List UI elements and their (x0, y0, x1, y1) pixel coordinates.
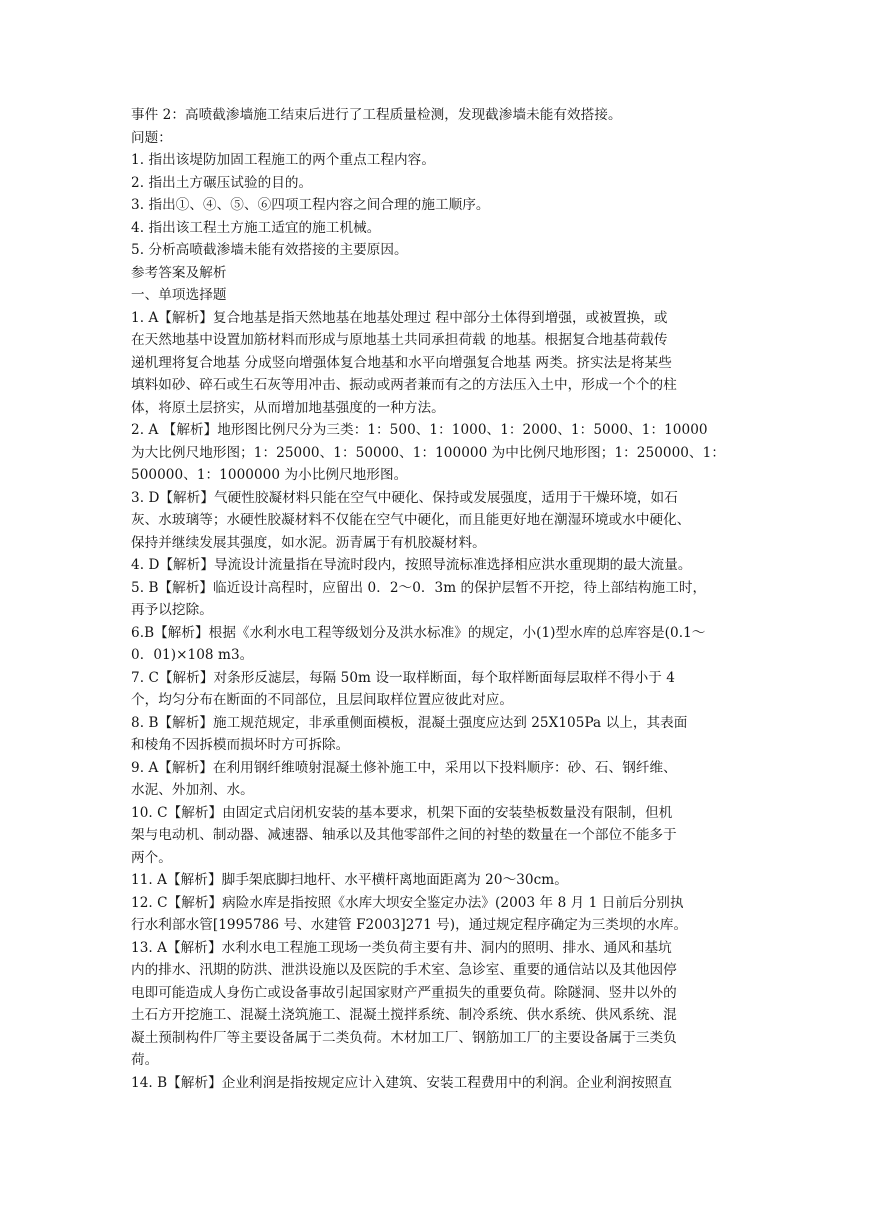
answer-1-line-1: 1. A【解析】复合地基是指天然地基在地基处理过 程中部分土体得到增强，或被置换，或 (131, 309, 668, 326)
answer-8-line-1: 8. B【解析】施工规范规定，非承重侧面模板，混凝土强度应达到 25X105Pa 以上，其表面 (131, 714, 688, 731)
questions-heading: 问题： (131, 129, 172, 146)
answer-13-line-5: 凝土预制构件厂等主要设备属于二类负荷。木材加工厂、钢筋加工厂的主要设备属于三类负 (131, 1029, 677, 1046)
answer-8-line-2: 和棱角不因拆模而损坏时方可拆除。 (131, 737, 350, 753)
question-2: 2. 指出土方碾压试验的目的。 (131, 174, 313, 191)
question-5: 5. 分析高喷截渗墙未能有效搭接的主要原因。 (131, 242, 408, 258)
answer-13-line-6: 荷。 (131, 1052, 159, 1068)
answer-13-line-1: 13. A【解析】水利水电工程施工现场一类负荷主要有井、洞内的照明、排水、通风和基坑 (131, 939, 672, 956)
answer-3-line-1: 3. D【解析】气硬性胶凝材料只能在空气中硬化、保持或发展强度，适用于干燥环境，如石 (131, 489, 678, 506)
answer-3-line-3: 保持并继续发展其强度，如水泥。沥青属于有机胶凝材料。 (131, 534, 486, 551)
answer-10-line-1: 10. C【解析】由固定式启闭机安装的基本要求，机架下面的安装垫板数量没有限制，但机 (131, 804, 673, 821)
question-3: 3. 指出①、④、⑤、⑥四项工程内容之间合理的施工顺序。 (131, 197, 490, 213)
answer-2-line-3: 500000、1：1000000 为小比例尺地形图。 (131, 467, 408, 483)
question-4: 4. 指出该工程土方施工适宜的施工机械。 (131, 219, 381, 236)
answer-12-line-1: 12. C【解析】病险水库是指按照《水库大坝安全鉴定办法》(2003 年 8 月 1 日前后分别执 (131, 894, 684, 911)
answer-3-line-2: 灰、水玻璃等；水硬性胶凝材料不仅能在空气中硬化，而且能更好地在潮湿环境或水中硬化、 (131, 512, 691, 528)
answer-5-line-1: 5. B【解析】临近设计高程时，应留出 0．2～0．3m 的保护层暂不开挖，待上部结构施工时， (131, 579, 707, 596)
answer-12-line-2: 行水利部水管[1995786 号、水建管 F2003]271 号)，通过规定程序确定为三类坝的水库。 (131, 917, 688, 933)
question-1: 1. 指出该堤防加固工程施工的两个重点工程内容。 (131, 152, 435, 168)
answer-6-line-1: 6.B【解析】根据《水利水电工程等级划分及洪水标准》的规定，小(1)型水库的总库容是(0.1～ (131, 624, 706, 641)
answer-13-line-4: 土石方开挖施工、混凝土浇筑施工、混凝土搅拌系统、制冷系统、供水系统、供风系统、混 (131, 1007, 677, 1023)
answer-13-line-2: 内的排水、汛期的防洪、泄洪设施以及医院的手术室、急诊室、重要的通信站以及其他因停 (131, 962, 677, 978)
answer-14-line-1: 14. B【解析】企业利润是指按规定应计入建筑、安装工程费用中的利润。企业利润按照直 (131, 1074, 672, 1091)
answer-1-line-4: 填料如砂、碎石或生石灰等用冲击、振动或两者兼而有之的方法压入土中，形成一个个的柱 (131, 377, 677, 393)
answer-13-line-3: 电即可能造成人身伤亡或设备事故引起国家财产严重损失的重要负荷。除隧洞、竖井以外的 (131, 984, 677, 1001)
answer-11-line-1: 11. A【解析】脚手架底脚扫地杆、水平横杆离地面距离为 20～30cm。 (131, 872, 568, 888)
answers-heading: 参考答案及解析 (131, 264, 227, 281)
answer-10-line-2: 架与电动机、制动器、减速器、轴承以及其他零部件之间的衬垫的数量在一个部位不能多于 (131, 827, 677, 843)
answer-6-line-2: 0．01)×108 m3。 (131, 647, 254, 663)
section-heading-single-choice: 一、单项选择题 (131, 287, 227, 303)
answer-10-line-3: 两个。 (131, 849, 172, 866)
answer-4-line-1: 4. D【解析】导流设计流量指在导流时段内，按照导流标准选择相应洪水重现期的最大流量。 (131, 557, 692, 573)
answer-1-line-3: 递机理将复合地基 分成竖向增强体复合地基和水平向增强复合地基 两类。挤实法是将某些 (131, 354, 672, 371)
answer-9-line-1: 9. A【解析】在利用钢纤维喷射混凝土修补施工中，采用以下投料顺序：砂、石、钢纤维、 (131, 759, 677, 776)
document-page (131, 104, 743, 1094)
answer-7-line-1: 7. C【解析】对条形反滤层，每隔 50m 设一取样断面，每个取样断面每层取样不得小于 4 (131, 669, 675, 686)
event-2-line: 事件 2：高喷截渗墙施工结束后进行了工程质量检测，发现截渗墙未能有效搭接。 (131, 107, 622, 123)
answer-2-line-2: 为大比例尺地形图；1：25000、1：50000、1：100000 为中比例尺地形图；1：250000、1： (131, 444, 725, 461)
answer-5-line-2: 再予以挖除。 (131, 602, 213, 618)
answer-9-line-2: 水泥、外加剂、水。 (131, 782, 254, 798)
answer-7-line-2: 个，均匀分布在断面的不同部位，且层间取样位置应彼此对应。 (131, 692, 514, 708)
answer-2-line-1: 2. A 【解析】地形图比例尺分为三类：1：500、1：1000、1：2000、1：5000、1：10000 (131, 422, 708, 438)
answer-1-line-5: 体，将原土层挤实，从而增加地基强度的一种方法。 (131, 399, 445, 416)
answer-1-line-2: 在天然地基中设置加筋材料而形成与原地基土共同承担荷载 的地基。根据复合地基荷载传 (131, 332, 668, 348)
